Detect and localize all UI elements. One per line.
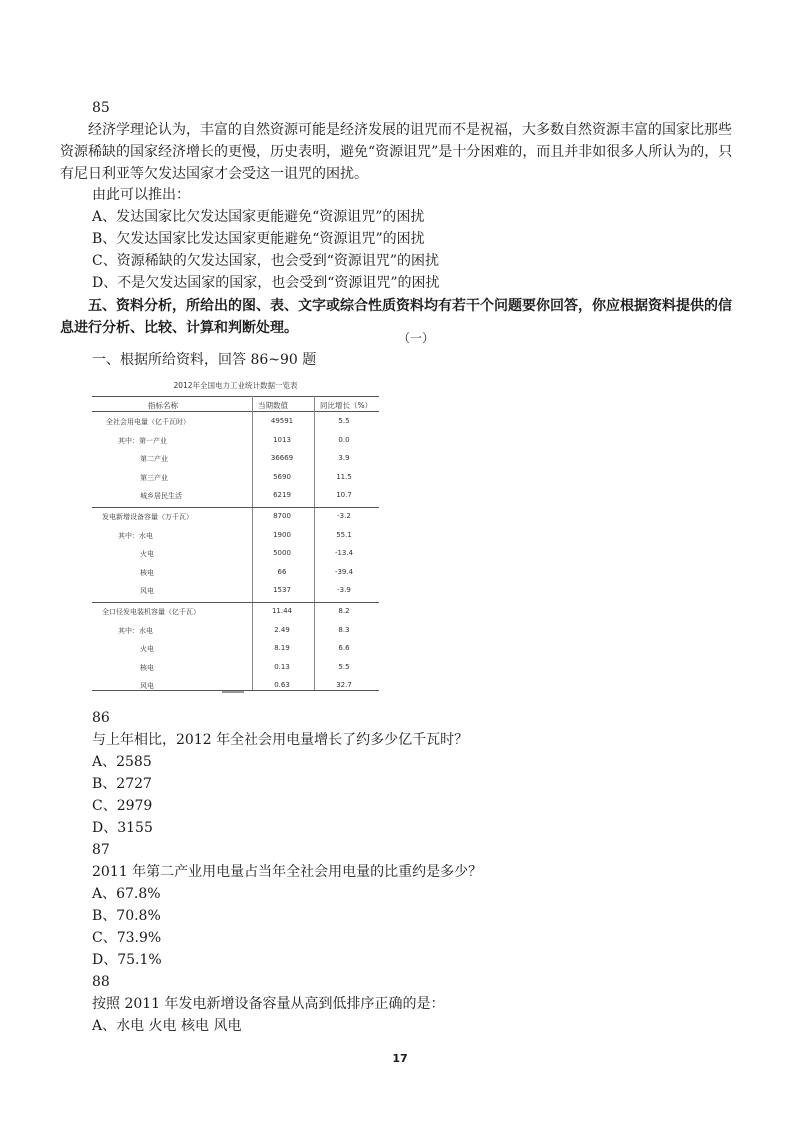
row-yoy-growth: 32.7 <box>336 681 352 690</box>
table-row <box>92 451 379 469</box>
row-current-value: 49591 <box>270 417 294 425</box>
question-number: 85 <box>92 100 110 116</box>
question-number: 86 <box>92 710 110 726</box>
table-row <box>92 528 379 546</box>
table-row <box>92 433 379 451</box>
table-row <box>92 604 379 622</box>
row-yoy-growth: -3.9 <box>337 586 351 595</box>
table-title: 2012年全国电力工业统计数据一览表 <box>173 381 298 390</box>
row-yoy-growth: 10.7 <box>336 491 352 500</box>
row-yoy-growth: 11.5 <box>336 472 352 481</box>
row-yoy-growth: 5.5 <box>338 417 350 425</box>
row-indicator-name: 城乡居民生活 <box>140 492 182 501</box>
row-indicator-name: 发电新增设备容量（万千瓦） <box>102 513 193 521</box>
question-prompt: 由此可以推出： <box>92 187 190 203</box>
row-indicator-name: 全社会用电量（亿千瓦时） <box>106 418 190 426</box>
table-row <box>92 660 379 678</box>
row-indicator-name: 全口径发电装机容量（亿千瓦） <box>102 608 200 616</box>
row-current-value: 5000 <box>273 549 291 558</box>
row-yoy-growth: 0.0 <box>338 435 350 444</box>
option-d: D、75.1% <box>92 952 162 968</box>
section-heading: 五、资料分析，所给出的图、表、文字或综合性质资料均有若干个问题要你回答，你应根据资料提供的信息进行分析、比较、计算和判断处理。 <box>60 298 732 336</box>
row-current-value: 2.49 <box>274 625 290 634</box>
row-indicator-name: 其中：水电 <box>118 626 153 635</box>
row-yoy-growth: -3.2 <box>337 512 351 520</box>
table-row <box>92 623 379 641</box>
question-text: 与上年相比，2012 年全社会用电量增长了约多少亿千瓦时？ <box>92 732 469 748</box>
row-indicator-name: 核电 <box>140 568 154 577</box>
option-b: B、70.8% <box>92 908 161 924</box>
table-row <box>92 470 379 488</box>
table-row <box>92 641 379 659</box>
question-number: 88 <box>92 974 110 990</box>
row-yoy-growth: 5.5 <box>338 662 350 671</box>
row-indicator-name: 第二产业 <box>140 455 168 464</box>
data-table <box>92 378 379 690</box>
option-b: B、欠发达国家比发达国家更能避免“资源诅咒”的困扰 <box>92 231 425 247</box>
row-current-value: 11.44 <box>271 607 293 615</box>
row-yoy-growth: -39.4 <box>334 567 354 576</box>
question-text: 经济学理论认为，丰富的自然资源可能是经济发展的诅咒而不是祝福，大多数自然资源丰富的国家比那些资源稀缺的国家经济增长的更慢，历史表明，避免“资源诅咒”是十分困难的，而且并非如很多人所认为的，只有尼日利亚等欠发达国家才会受这一诅咒的困扰。 <box>60 122 733 182</box>
option-a: A、水电 火电 核电 风电 <box>92 1018 242 1034</box>
row-current-value: 8.19 <box>274 644 290 653</box>
row-indicator-name: 风电 <box>140 682 154 691</box>
table-row <box>92 565 379 583</box>
row-current-value: 5690 <box>273 472 291 481</box>
table-row <box>92 509 379 527</box>
row-current-value: 0.13 <box>274 662 290 671</box>
row-indicator-name: 其中：水电 <box>118 531 153 540</box>
option-a: A、67.8% <box>92 886 161 902</box>
option-d: D、3155 <box>92 820 153 836</box>
row-current-value: 0.63 <box>274 681 290 690</box>
table-header-value: 当期数值 <box>258 401 288 410</box>
row-current-value: 1900 <box>273 530 291 539</box>
row-indicator-name: 第三产业 <box>140 473 168 482</box>
table-row <box>92 678 379 696</box>
part-label: （一） <box>398 331 435 345</box>
table-header-yoy: 同比增长（%） <box>320 401 373 410</box>
option-c: C、73.9% <box>92 930 162 946</box>
row-indicator-name: 风电 <box>140 587 154 596</box>
row-yoy-growth: -13.4 <box>334 549 354 558</box>
row-indicator-name: 核电 <box>140 663 154 672</box>
row-current-value: 8700 <box>273 512 291 520</box>
table-row <box>92 488 379 506</box>
section-intro: 一、根据所给资料，回答 86~90 题 <box>92 352 317 368</box>
row-yoy-growth: 8.3 <box>338 625 350 634</box>
option-d: D、不是欠发达国家的国家，也会受到“资源诅咒”的困扰 <box>92 275 440 291</box>
option-c: C、2979 <box>92 798 153 814</box>
row-yoy-growth: 6.6 <box>338 644 350 653</box>
table-row <box>92 414 379 432</box>
row-indicator-name: 火电 <box>140 550 154 559</box>
row-yoy-growth: 55.1 <box>336 530 352 539</box>
option-c: C、资源稀缺的欠发达国家，也会受到“资源诅咒”的困扰 <box>92 253 440 269</box>
question-text: 2011 年第二产业用电量占当年全社会用电量的比重约是多少？ <box>92 864 483 880</box>
question-text: 按照 2011 年发电新增设备容量从高到低排序正确的是： <box>92 996 445 1012</box>
row-current-value: 66 <box>277 567 287 576</box>
row-current-value: 6219 <box>273 491 291 500</box>
row-yoy-growth: 8.2 <box>338 607 350 615</box>
table-row <box>92 546 379 564</box>
table-header-name: 指标名称 <box>148 401 178 410</box>
question-number: 87 <box>92 842 110 858</box>
row-indicator-name: 其中：第一产业 <box>118 436 167 445</box>
table-row <box>92 583 379 601</box>
option-b: B、2727 <box>92 776 152 792</box>
page-number: 17 <box>392 1052 408 1065</box>
row-indicator-name: 火电 <box>140 645 154 654</box>
option-a: A、发达国家比欠发达国家更能避免“资源诅咒”的困扰 <box>92 209 425 225</box>
row-yoy-growth: 3.9 <box>338 454 350 463</box>
row-current-value: 36669 <box>270 454 294 463</box>
row-current-value: 1537 <box>273 586 291 595</box>
row-current-value: 1013 <box>273 435 291 444</box>
option-a: A、2585 <box>92 754 152 770</box>
